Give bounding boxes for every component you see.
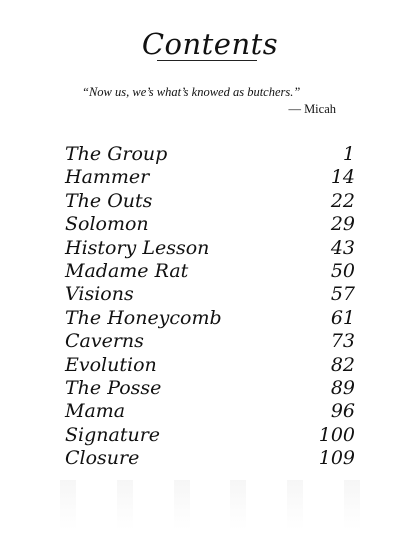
toc-entry-page: 1 — [342, 143, 355, 165]
toc-entry-page: 100 — [318, 423, 355, 446]
toc-entry — [65, 354, 355, 377]
toc-entry — [65, 166, 355, 189]
epigraph-quote: “Now us, we’s what’s knowed as butchers.” — [82, 85, 301, 99]
toc-entry-title: The Outs — [65, 189, 153, 212]
toc-entry — [65, 260, 355, 283]
toc-entry — [65, 424, 355, 447]
toc-entry — [65, 307, 355, 330]
toc-entry-title: Hammer — [65, 166, 150, 189]
toc-entry-page: 50 — [330, 259, 355, 282]
toc-entry-title: Caverns — [65, 330, 144, 353]
toc-entry-title: Mama — [65, 400, 126, 423]
toc-entry-page: 96 — [330, 400, 355, 423]
toc-entry-page: 43 — [330, 236, 355, 259]
toc-entry — [65, 377, 355, 400]
page-title: Contents — [141, 27, 279, 61]
toc-entry-title: Signature — [65, 423, 161, 446]
toc-entry-title: The Group — [65, 143, 168, 165]
toc-entry — [65, 213, 355, 236]
toc-entry-title: Madame Rat — [65, 259, 189, 282]
toc-entry-page: 73 — [330, 330, 355, 353]
toc-entry — [65, 283, 355, 306]
epigraph-attribution: — Micah — [288, 102, 336, 116]
scan-shade-band — [287, 480, 303, 530]
toc-entry-page: 89 — [330, 376, 355, 399]
toc-entry — [65, 190, 355, 213]
scan-shade-band — [344, 480, 360, 530]
toc-entry-page: 14 — [330, 166, 355, 189]
toc-entry-page: 61 — [330, 306, 355, 329]
scan-shade-band — [230, 480, 246, 530]
toc-entry — [65, 447, 355, 470]
toc-entry — [65, 330, 355, 353]
title-underline — [157, 60, 257, 61]
toc-entry-title: The Honeycomb — [65, 306, 222, 329]
toc-entry — [65, 400, 355, 423]
scan-shade-band — [117, 480, 133, 530]
toc-entry-title: Evolution — [65, 353, 157, 376]
toc-entry-page: 109 — [318, 447, 355, 470]
toc-entry — [65, 143, 355, 166]
toc-entry-title: Closure — [65, 447, 140, 470]
toc-entry-title: The Posse — [65, 376, 162, 399]
scan-shading — [60, 480, 360, 530]
scan-shade-band — [174, 480, 190, 530]
toc-entry-page: 29 — [330, 213, 355, 236]
toc-entry-page: 22 — [330, 189, 355, 212]
toc-entry-page: 82 — [330, 353, 355, 376]
toc-entry — [65, 237, 355, 260]
table-of-contents — [65, 143, 355, 470]
toc-entry-title: Solomon — [65, 213, 149, 236]
toc-entry-title: Visions — [65, 283, 134, 306]
scan-shade-band — [60, 480, 76, 530]
toc-entry-title: History Lesson — [65, 236, 210, 259]
toc-entry-page: 57 — [330, 283, 355, 306]
